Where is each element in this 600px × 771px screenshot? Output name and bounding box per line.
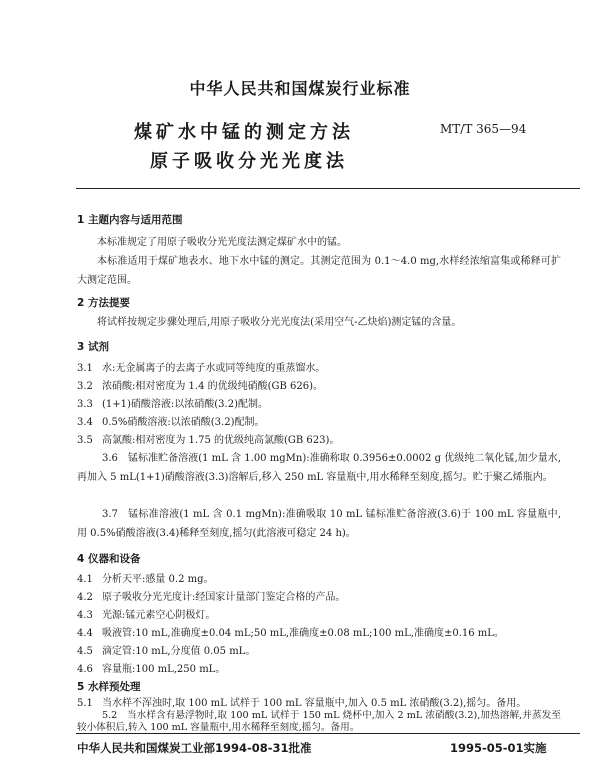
standard-number: MT/T 365—94 [440,122,527,136]
list-item [77,660,561,679]
item-text: 当水样含有悬浮物时,取 100 mL 试样于 150 mL 烧杯中,加入 2 mL 浓硝酸(3.2),加热溶解,并蒸发至较小体积后,转入 100 mL 容量瓶中,用水稀释至刻度,摇匀。备用。 [77,710,561,733]
list-item [77,606,561,625]
approval-note: 中华人民共和国煤炭工业部1994-08-31批准 [77,741,312,755]
document-title-line2: 原子吸收分光光度法 [150,151,348,172]
section-1-paragraph-2: 本标准适用于煤矿地表水、地下水中锰的测定。其测定范围为 0.1～4.0 mg,水样经浓缩富集或稀释可扩大测定范围。 [77,256,561,286]
item-text: 光源:锰元素空心阴极灯。 [102,610,216,621]
item-number: 4.3 [77,610,93,621]
section-4-heading: 4 仪器和设备 [77,553,141,565]
list-item [77,570,561,589]
item-number: 3.7 [102,509,118,520]
item-number: 4.1 [77,574,93,585]
list-item [77,710,561,734]
item-number: 4.2 [77,592,93,603]
section-1-paragraph-1: 本标准规定了用原子吸收分光光度法测定煤矿水中的锰。 [97,237,347,248]
item-number: 3.3 [77,399,93,410]
item-text: 浓硝酸:相对密度为 1.4 的优级纯硝酸(GB 626)。 [102,381,324,392]
section-2-heading: 2 方法提要 [77,297,130,309]
item-number: 5.2 [102,710,118,721]
item-number: 3.2 [77,381,93,392]
item-number: 5.1 [77,698,93,709]
footer-divider [76,733,580,734]
issuing-body-header: 中华人民共和国煤炭行业标准 [189,79,411,98]
section-1-heading: 1 主题内容与适用范围 [77,214,183,226]
item-text: 分析天平:感量 0.2 mg。 [102,574,214,585]
section-5-heading: 5 水样预处理 [77,681,141,693]
item-text: 高氯酸:相对密度为 1.75 的优级纯高氯酸(GB 623)。 [102,435,340,446]
item-text: 滴定管:10 mL,分度值 0.05 mL。 [102,646,256,657]
item-text: 容量瓶:100 mL,250 mL。 [102,664,226,675]
item-number: 3.4 [77,417,93,428]
item-number: 4.6 [77,664,93,675]
item-number: 3.5 [77,435,93,446]
section-3-heading: 3 试剂 [77,341,109,353]
list-item [77,624,561,643]
list-item [77,377,561,396]
item-text: 锰标准贮备溶液(1 mL 含 1.00 mgMn):准确称取 0.3956±0.0002 g 优级纯二氧化锰,加少量水,再加入 5 mL(1+1)硝酸溶液(3.3)溶解后,移入 250 mL 容量瓶中,用水稀释至刻度,摇匀。贮于聚乙烯瓶内。 [77,453,561,483]
item-number: 4.4 [77,628,93,639]
header-divider [76,188,580,189]
item-text: (1+1)硝酸溶液:以浓硝酸(3.2)配制。 [102,399,268,410]
list-item [77,588,561,607]
item-text: 当水样不浑浊时,取 100 mL 试样于 100 mL 容量瓶中,加入 0.5 mL 浓硝酸(3.2),摇匀。备用。 [102,698,527,709]
section-2-paragraph-1: 将试样按规定步骤处理后,用原子吸收分光光度法(采用空气-乙炔焰)测定锰的含量。 [97,317,462,328]
item-number: 3.1 [77,363,93,374]
list-item [77,642,561,661]
item-text: 0.5%硝酸溶液:以浓硝酸(3.2)配制。 [102,417,265,428]
list-item [77,431,561,450]
list-item [77,395,561,414]
item-text: 吸液管:10 mL,准确度±0.04 mL;50 mL,准确度±0.08 mL;100 mL,准确度±0.16 mL。 [102,628,504,639]
list-item [77,359,561,378]
item-number: 4.5 [77,646,93,657]
implementation-date: 1995-05-01实施 [450,741,547,755]
item-text: 水:无金属离子的去离子水或同等纯度的重蒸馏水。 [102,363,326,374]
list-item [77,413,561,432]
list-item [77,505,561,543]
list-item [77,449,561,487]
item-number: 3.6 [102,453,118,464]
item-text: 原子吸收分光光度计:经国家计量部门鉴定合格的产品。 [102,592,346,603]
document-title-line1: 煤矿水中锰的测定方法 [134,122,354,143]
item-text: 锰标准溶液(1 mL 含 0.1 mgMn):准确吸取 10 mL 锰标准贮备溶液(3.6)于 100 mL 容量瓶中,用 0.5%硝酸溶液(3.4)稀释至刻度,摇匀(此溶液可稳定 24 h)。 [77,509,561,539]
